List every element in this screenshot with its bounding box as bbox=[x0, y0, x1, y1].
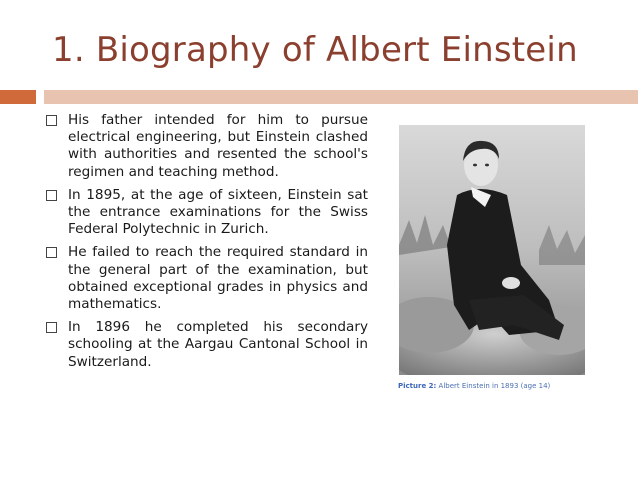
slide-title: 1. Biography of Albert Einstein bbox=[52, 30, 578, 70]
bullet-item bbox=[46, 187, 368, 239]
square-bullet-icon bbox=[46, 115, 57, 126]
photo-caption bbox=[398, 382, 550, 390]
title-accent-bar bbox=[0, 90, 36, 104]
bullet-text: In 1895, at the age of sixteen, Einstein sat the entrance examinations for the Swiss Federal Polytechnic in Zurich. bbox=[68, 186, 368, 238]
square-bullet-icon bbox=[46, 247, 57, 258]
caption-label: Picture 2: bbox=[398, 382, 437, 390]
square-bullet-icon bbox=[46, 322, 57, 333]
bullet-item bbox=[46, 112, 368, 181]
einstein-photo bbox=[399, 125, 585, 375]
bullet-text: His father intended for him to pursue electrical engineering, but Einstein clashed with authorities and resented the school's regimen and teaching method. bbox=[68, 112, 368, 180]
square-bullet-icon bbox=[46, 190, 57, 201]
bullet-item bbox=[46, 244, 368, 313]
bullet-list bbox=[46, 112, 368, 377]
title-rule-bar bbox=[44, 90, 638, 104]
bullet-text: In 1896 he completed his secondary schooling at the Aargau Cantonal School in Switzerland. bbox=[68, 319, 368, 370]
caption-text: Albert Einstein in 1893 (age 14) bbox=[436, 382, 551, 390]
bullet-item bbox=[46, 319, 368, 371]
bullet-text: He failed to reach the required standard in the general part of the examination, but obtained exceptional grades in physics and mathematics. bbox=[68, 244, 368, 313]
